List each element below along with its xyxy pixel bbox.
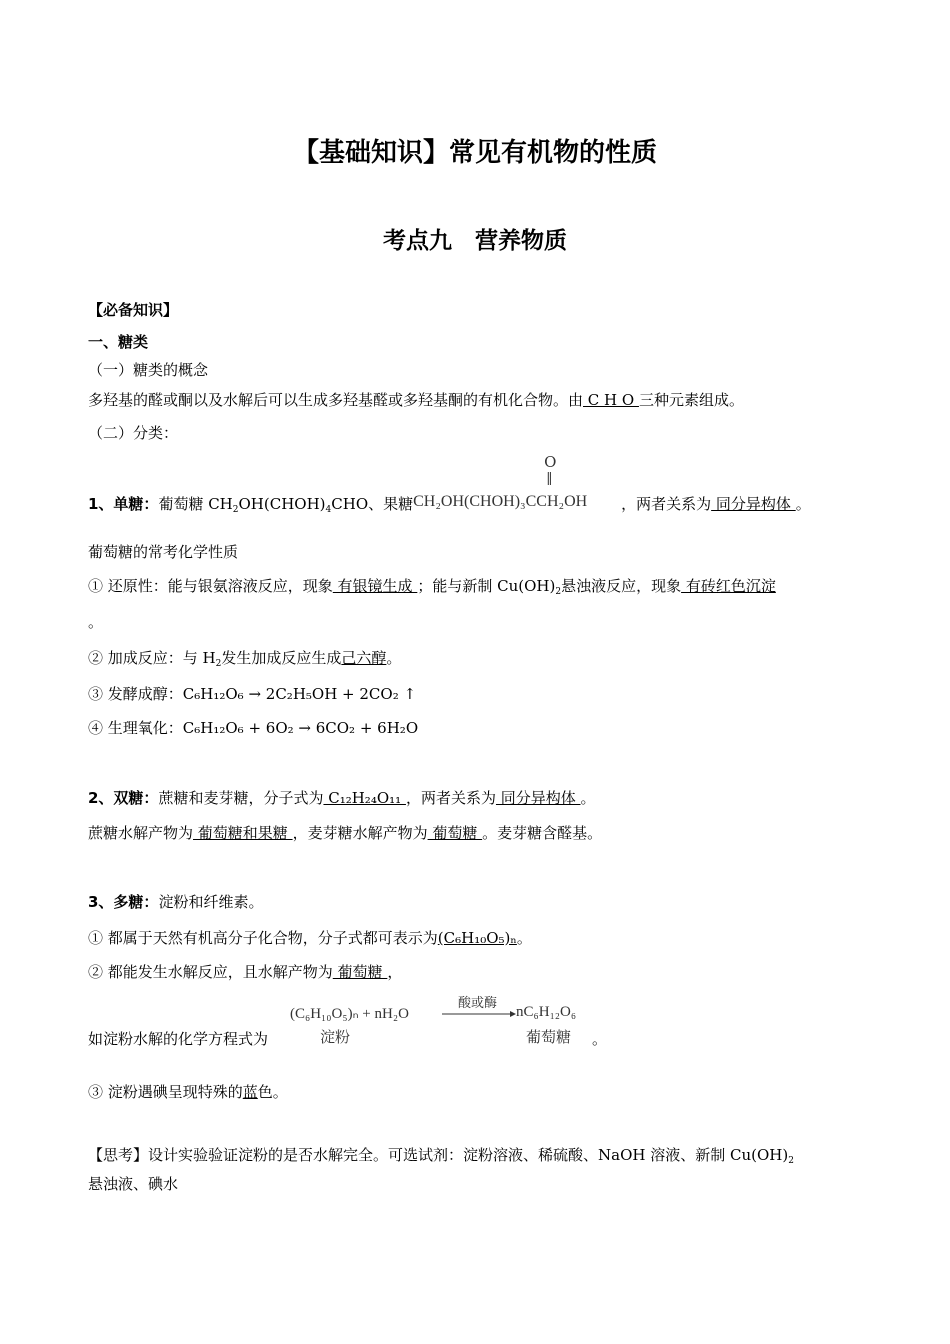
heading-sugars: 一、糖类 [88,333,149,351]
fructose-formula: CH₂OH(CHOH)₃CCH₂OH [413,493,588,510]
poly-p1: ① 都属于天然有机高分子化合物，分子式都可表示为(C₆H₁₀O₅)ₙ。 [88,929,532,947]
prop-reducing: ① 还原性：能与银氨溶液反应，现象 有银镜生成 ；能与新制 $Cu(OH)_2$悬浊液反应，现象 有砖红色沉淀 [88,577,776,597]
prop-reducing-end: 。 [88,613,104,631]
mono-line: 1、单糖：葡萄糖 $CH_2OH(CHOH)_4CHO$、果糖 O ‖ CH₂OH(CHOH)₃CCH₂OH ，两者关系为 同分异构体 。 [88,453,811,515]
starch-hydrolysis-equation [290,996,590,1046]
think-line2: 悬浊液、碘水 [88,1175,179,1193]
poly-eq-label: 如淀粉水解的化学方程式为 [88,1030,269,1048]
eq-label-starch: 淀粉 [320,1028,351,1046]
section-required: 【必备知识】 [88,301,179,319]
concept-text: 多羟基的醛或酮以及水解后可以生成多羟基醛或多羟基酮的有机化合物。由 C H O 三种元素组成。 [88,391,744,409]
poly-eq-end: 。 [592,1030,608,1048]
concept-heading: （一）糖类的概念 [88,361,209,379]
di-hydrolysis: 蔗糖水解产物为 葡萄糖和果糖 ，麦芽糖水解产物为 葡萄糖 。麦芽糖含醛基。 [88,824,603,842]
eq-right: nC₆H₁₂O₆ [516,1004,577,1020]
page-title: 【基础知识】常见有机物的性质 [292,138,657,168]
eq-arrow [442,1008,516,1020]
prop-addition: ② 加成反应：与 $H_2$发生加成反应生成己六醇。 [88,649,402,669]
glucose-props-heading: 葡萄糖的常考化学性质 [88,543,239,561]
mono-relation-answer: 同分异构体 [711,495,796,513]
eq-condition: 酸或酶 [458,996,498,1011]
page-subtitle: 考点九 营养物质 [383,228,567,254]
di-line: 2、双糖：蔗糖和麦芽糖，分子式为 C₁₂H₂₄O₁₁ ，两者关系为 同分异构体 。 [88,789,596,807]
eq-label-glucose: 葡萄糖 [526,1028,572,1046]
prop-fermentation: ③ 发酵成醇：C₆H₁₂O₆ → 2C₂H₅OH + 2CO₂ ↑ [88,685,417,703]
classify-heading: （二）分类： [88,424,179,442]
think-line1: 【思考】设计实验验证淀粉的是否水解完全。可选试剂：淀粉溶液、稀硫酸、NaOH 溶液、新制 $Cu(OH)_2$ [88,1146,794,1166]
fructose-structure [413,453,621,514]
prop-oxidation: ④ 生理氧化：C₆H₁₂O₆ + 6O₂ → 6CO₂ + 6H₂O [88,719,419,737]
poly-line: 3、多糖：淀粉和纤维素。 [88,893,264,911]
poly-p2: ② 都能发生水解反应，且水解产物为 葡萄糖 ， [88,963,403,981]
fructose-carbonyl-o: O [544,453,557,471]
concept-answer: C H O [583,391,639,409]
eq-left: (C₆H₁₀O₅)ₙ + nH₂O [290,1006,409,1022]
poly-p3: ③ 淀粉遇碘呈现特殊的蓝色。 [88,1083,288,1101]
fructose-double-bond: ‖ [546,471,553,486]
